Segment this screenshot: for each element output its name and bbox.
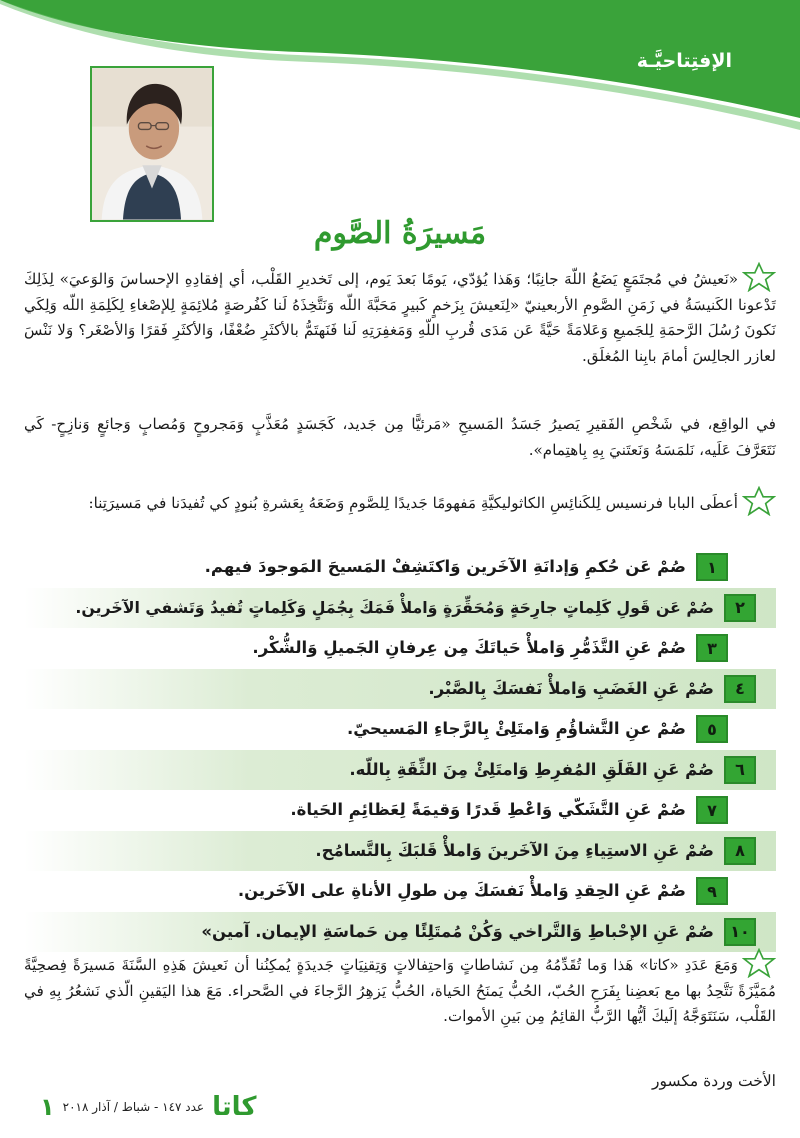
page-number: ١ (40, 1093, 55, 1121)
paragraph-text: «نَعيشُ في مُجتَمَعٍ يَضَعُ اللّهَ جانِبًا؛ وَهَذا يُؤدّي، يَومًا بَعدَ يَوم، إلى تَخديرِ القَلْب، أي إفقادِهِ الإحساسَ وَالوَعيَ» لِذَلِكَ تَدْعونا الكَنيسَةُ في زَمَنِ الصَّومِ الأربعينيّ «لِنَعيشَ بِزَخمٍ كَبيرٍ مَحَبَّةَ اللّه وَنَتَّخِذَهُ لَنا كَفُرصَةٍ مُلائِمَةٍ لِلإصْغاءِ لِكَلِمَةِ اللّه وَلِكَي نَكونَ رُسُلَ الرَّحمَةِ لِلجَميعِ وَعَلامَةً حَيَّةً عَن مَدَى قُربِ اللّهِ وَمَغفِرَتِهِ لَنا فَنَهتَمُّ بالأكثَرِ ضُعْفًا، وَالأكثَرِ فَقرًا وَالأصْغَر؟ وَلا نَنْسَ لعازر الجالِسَ أمامَ بابِنا المُغلَق. (24, 270, 776, 365)
star-icon (742, 486, 776, 516)
item-text: صُمْ عَن قَولِ كَلِماتٍ جارِحَةٍ وَمُحَقِّرَةٍ وَاملأْ فَمَكَ بِجُمَلٍ وَكَلِماتٍ تُفيدُ وَتَشفي الآخَرين. (75, 597, 714, 617)
item-number: ٨ (724, 837, 756, 865)
page-footer (40, 1092, 257, 1122)
item-text: صُمْ عَنِ الغَضَبِ وَاملأْ نَفسَكَ بِالصَّبْر. (428, 678, 714, 698)
author-photo (90, 66, 214, 222)
magazine-logo: كاتا (212, 1092, 257, 1122)
list-item (24, 628, 776, 669)
list-item (24, 750, 776, 791)
item-number: ٦ (724, 756, 756, 784)
item-number: ١ (696, 553, 728, 581)
closing-paragraph (24, 948, 776, 1030)
item-text: صُمْ عنِ التَّشاؤُمِ وَامتَلِئْ بِالرَّجاءِ المَسيحيّ. (346, 719, 686, 738)
intro-paragraph (24, 262, 776, 369)
item-number: ١٠ (724, 918, 756, 946)
list-item (24, 709, 776, 750)
poor-paragraph (24, 412, 776, 463)
section-label: الإفتِتاحيَّـة (636, 50, 732, 72)
author-signature: الأخت وردة مكسور (652, 1072, 776, 1090)
list-item (24, 547, 776, 588)
list-item (24, 669, 776, 710)
star-icon (742, 948, 776, 978)
item-text: صُمْ عَنِ الإحْباطِ وَالتَّراخي وَكُنْ مُمتَلِئًا مِن حَماسَةِ الإيمان. آمين» (201, 921, 714, 941)
page-title: مَسيرَةُ الصَّوم (313, 216, 487, 251)
item-number: ٧ (696, 796, 728, 824)
item-text: صُمْ عَنِ الاستِياءِ مِنَ الآخَرينَ وَاملأْ قَلبَكَ بِالتَّسامُح. (315, 840, 714, 860)
item-text: صُمْ عَنِ التَّذَمُّرِ وَاملأْ حَياتَكَ مِن عِرفانِ الجَميلِ وَالشُّكْر. (252, 638, 686, 657)
list-item (24, 912, 776, 953)
item-number: ٤ (724, 675, 756, 703)
issue-info: عدد ١٤٧ - شباط / آذار ٢٠١٨ (62, 1100, 205, 1114)
pope-paragraph (24, 486, 776, 517)
portrait-photo-icon (92, 68, 212, 220)
item-text: صُمْ عَن حُكمِ وَإدانَةِ الآخَرين وَاكتَشِفْ المَسيحَ المَوجودَ فيهم. (204, 557, 686, 576)
star-icon (742, 262, 776, 292)
item-number: ٩ (696, 877, 728, 905)
paragraph-text: أعطَى البابا فرنسيس لِلكَنائِسِ الكاثوليكيَّةِ مَفهومًا جَديدًا لِلصَّومِ وَضَعَهُ بِعَشرةِ بُنودٍ كي تُفيدَنا في مَسيرَتِنا: (88, 494, 738, 512)
list-item (24, 831, 776, 872)
item-text: صُمْ عَنِ التَّشَكّي وَاعْطِ قَدرًا وَقيمَةً لِعَظائِمِ الحَياة. (290, 800, 686, 819)
item-number: ٥ (696, 715, 728, 743)
list-item (24, 871, 776, 912)
paragraph-text: وَمَعَ عَدَدِ «كاتا» هَذا وَما تُقَدِّمُهُ مِن نَشاطاتٍ وَاحتِفالاتٍ وَتِقنِيَاتٍ جَديدَةٍ يُمكِنُنا أن نَعيشَ هَذِهِ السَّنَةَ مَسيرَةً فِصحِيَّةً مُمَيَّزَةً نَتَّحِدُ بها مع بَعضِنا بِفَرَحِ الحُبّ، الحُبُّ يَمنَحُ الحَياة، الحُبُّ يَزهِرُ الرَّجاءَ في الصَّحراء. مَعَ هذا اليَقينِ الّذي نَشعُرُ بِهِ في القَلْب، سَنَتَوَجَّهُ إلَيكَ أيُّها الرَّبُّ القائِمُ مِن بَينِ الأموات. (24, 956, 776, 1025)
item-text: صُمْ عَنِ الحِقدِ وَاملأْ نَفسَكَ مِن طولِ الأناةِ على الآخَرين. (237, 881, 686, 900)
item-text: صُمْ عَنِ القَلَقِ المُفرِطِ وَامتَلِئْ مِنَ الثِّقَةِ بِاللّه. (349, 759, 714, 779)
fasting-list (24, 547, 776, 952)
list-item (24, 588, 776, 629)
item-number: ٣ (696, 634, 728, 662)
paragraph-text: في الواقِع، في شَخْصِ الفَقيرِ يَصيرُ جَسَدُ المَسيحِ «مَرئيًّا مِن جَديد، كَجَسَدٍ مُعَذَّبٍ وَمَجروحٍ وَمُصابٍ وَجائعٍ وَنازِحٍ- كَي نَتَعَرَّفَ عَلَيه، نَلمَسَهُ وَنَعتَنيَ بِهِ بِاهتِمام». (24, 415, 776, 459)
item-number: ٢ (724, 594, 756, 622)
list-item (24, 790, 776, 831)
